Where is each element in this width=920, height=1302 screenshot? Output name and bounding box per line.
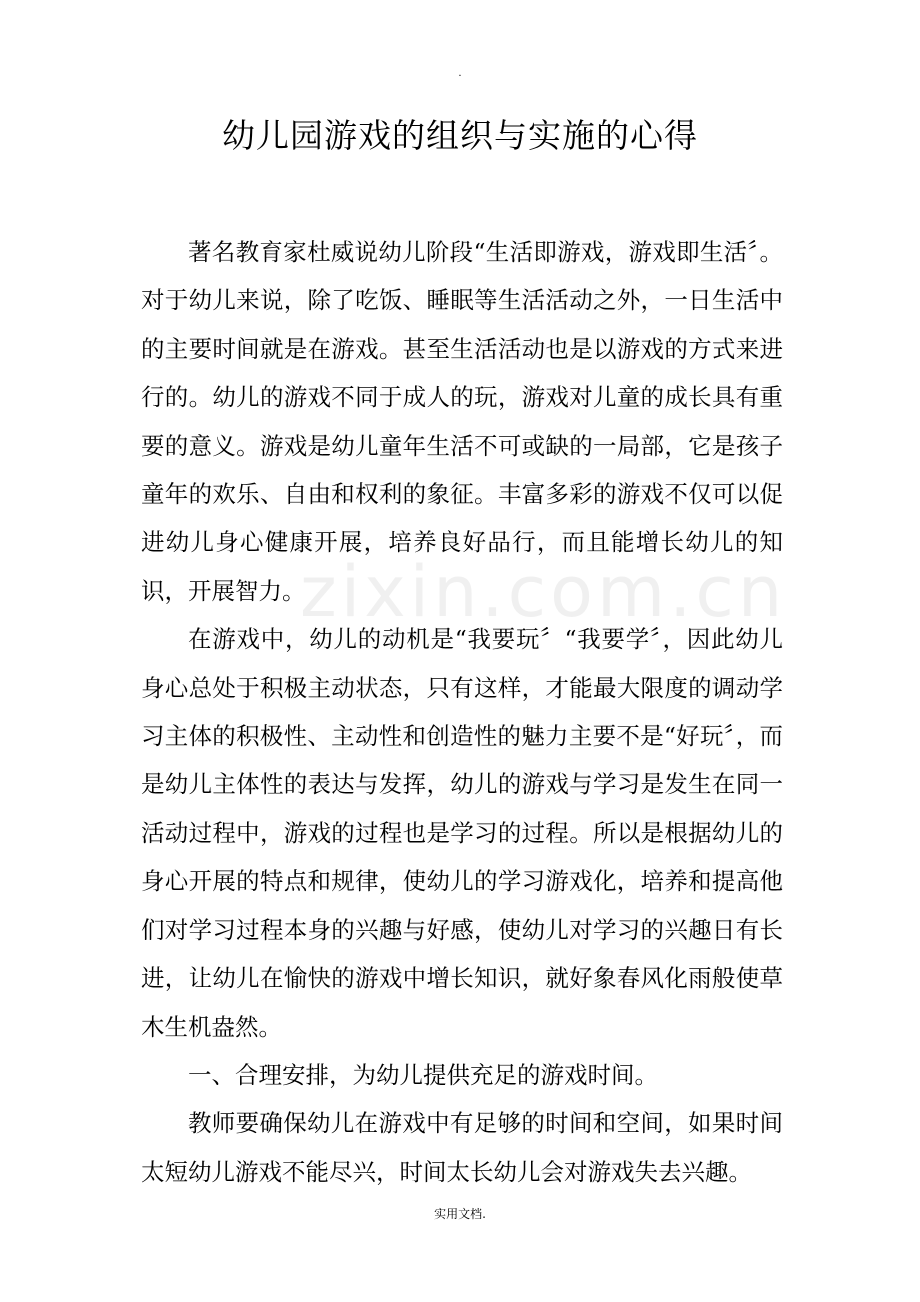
section-heading-1: 一、合理安排，为幼儿提供充足的游戏时间。 — [188, 1060, 658, 1089]
watermark: zixin.com.cn — [300, 551, 787, 633]
paragraph-motivation: 在游戏中，幼儿的动机是“我要玩〞“我要学〞，因此幼儿身心总处于积极主动状态，只有这样，才能最大限度的调动学习主体的积极性、主动性和创造性的魅力主要不是“好玩〞，而是幼儿主体性的表达与发挥，幼儿的游戏与学习是发生在同一活动过程中，游戏的过程也是学习的过程。所以是根据幼儿的身心开展的特点和规律，使幼儿的学习游戏化，培养和提高他们对学习过程本身的兴趣与好感，使幼儿对学习的兴趣日有长进，让幼儿在愉快的游戏中增长知识，就好象春风化雨般使草木生机盎然。 — [141, 625, 783, 1041]
document-body — [141, 228, 787, 1196]
page-footer: 实用文档. — [434, 1207, 486, 1221]
paragraph-time: 教师要确保幼儿在游戏中有足够的时间和空间，如果时间太短幼儿游戏不能尽兴，时间太长幼儿会对游戏失去兴趣。 — [141, 1109, 783, 1186]
header-mark: . — [458, 68, 462, 79]
document-title: 幼儿园游戏的组织与实施的心得 — [222, 116, 698, 155]
paragraph-intro: 著名教育家杜威说幼儿阶段“生活即游戏，游戏即生活〞。对于幼儿来说，除了吃饭、睡眠等生活活动之外，一日生活中的主要时间就是在游戏。甚至生活活动也是以游戏的方式来进行的。幼儿的游戏不同于成人的玩，游戏对儿童的成长具有重要的意义。游戏是幼儿童年生活不可或缺的一局部，它是孩子童年的欢乐、自由和权利的象征。丰富多彩的游戏不仅可以促进幼儿身心健康开展，培养良好品行，而且能增长幼儿的知识，开展智力。 — [141, 238, 783, 605]
